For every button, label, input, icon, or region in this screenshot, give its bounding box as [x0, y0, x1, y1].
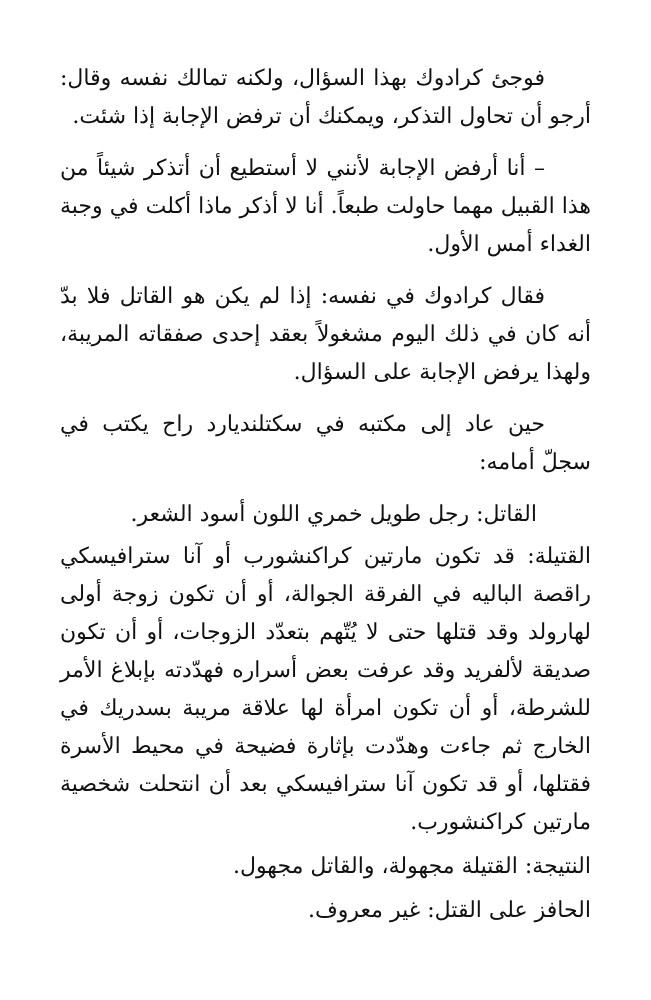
paragraph-returned-to-office: حين عاد إلى مكتبه في سكتلنديارد راح يكتب في سجلّ أمامه: — [60, 412, 591, 475]
paragraph-refuses-answer: – أنا أرفض الإجابة لأنني لا أستطيع أن أتذكر شيئاً من هذا القبيل مهما حاولت طبعاً. أنا لا أذكر ماذا أكلت في وجبة الغداء أمس الأول. — [60, 156, 591, 257]
book-page — [60, 60, 591, 930]
record-motive: الحافز على القتل: غير معروف. — [308, 898, 591, 923]
paragraph-craddock-thoughts: فقال كرادوك في نفسه: إذا لم يكن هو القاتل فلا بدّ أنه كان في ذلك اليوم مشغولاً بعقد إحدى صفقاته المريبة، ولهذا يرفض الإجابة على السؤال. — [60, 284, 591, 385]
paragraph-craddock-surprised: فوجئ كرادوك بهذا السؤال، ولكنه تمالك نفسه وقال: أرجو أن تحاول التذكر، ويمكنك أن ترفض الإجابة إذا شئت. — [60, 66, 591, 129]
record-killer: القاتل: رجل طويل خمري اللون أسود الشعر. — [130, 502, 537, 527]
record-result: النتيجة: القتيلة مجهولة، والقاتل مجهول. — [232, 854, 591, 879]
record-victim: القتيلة: قد تكون مارتين كراكنشورب أو آنا سترافيسكي راقصة الباليه في الفرقة الجوالة، أو أن تكون زوجة أولى لهارولد وقد قتلها حتى لا يُتّهم بتعدّد الزوجات، أو أن تكون صديقة لألفريد وقد عرفت بعض أسراره فهدّدته بإبلاغ الأمر للشرطة، أو أن تكون امرأة لها علاقة مريبة بسدريك في الخارج ثم جاءت وهدّدت بإثارة فضيحة في محيط الأسرة فقتلها، أو قد تكون آنا سترافيسكي بعد أن انتحلت شخصية مارتين كراكنشورب. — [60, 544, 591, 835]
